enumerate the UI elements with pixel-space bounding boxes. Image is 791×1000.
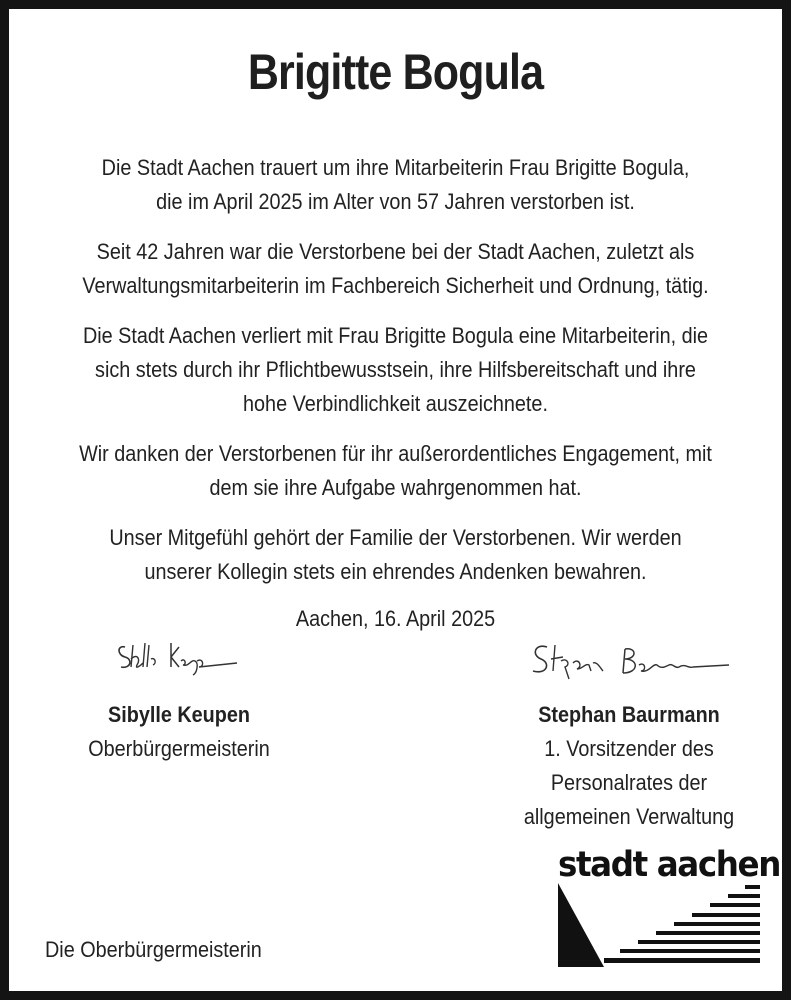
signer-role: Personalrates der: [550, 770, 708, 795]
signer-name: Stephan Baurmann: [538, 702, 720, 727]
text-line: hohe Verbindlichkeit auszeichnete.: [243, 391, 548, 416]
text-line: Unser Mitgefühl gehört der Familie der Verstorbenen. Wir werden: [109, 525, 682, 550]
paragraph-1: [66, 151, 726, 219]
text-line: dem sie ihre Aufgabe wahrgenommen hat.: [209, 475, 582, 500]
paragraph-4: [66, 437, 726, 505]
text-line: unserer Kollegin stets ein ehrendes Andenken bewahren.: [144, 559, 647, 584]
signer-name: Sibylle Keupen: [108, 702, 250, 727]
signer-left: [62, 698, 296, 766]
text-line: Die Stadt Aachen trauert um ihre Mitarbeiterin Frau Brigitte Bogula,: [101, 155, 690, 180]
text-line: Seit 42 Jahren war die Verstorbene bei der Stadt Aachen, zuletzt als: [96, 239, 695, 264]
footer-sender: Die Oberbürgermeisterin: [45, 937, 262, 962]
stadt-aachen-logo: [558, 845, 781, 967]
paragraph-2: [66, 235, 726, 303]
text-line: die im April 2025 im Alter von 57 Jahren verstorben ist.: [156, 189, 635, 214]
signer-role: Oberbürgermeisterin: [88, 736, 270, 761]
paragraph-5: [66, 521, 726, 589]
place-date: Aachen, 16. April 2025: [295, 606, 496, 631]
signature-baurmann-icon: [525, 639, 735, 683]
paragraph-3: [66, 319, 726, 421]
signer-right: [494, 698, 764, 834]
logo-wordmark: stadt aachen: [558, 845, 781, 885]
signature-keupen-icon: [113, 637, 243, 679]
text-line: Wir danken der Verstorbenen für ihr außerordentliches Engagement, mit: [79, 441, 712, 466]
signer-role: 1. Vorsitzender des: [544, 736, 714, 761]
text-line: sich stets durch ihr Pflichtbewusstsein, ihre Hilfsbereitschaft und ihre: [95, 357, 696, 382]
text-line: Die Stadt Aachen verliert mit Frau Brigitte Bogula eine Mitarbeiterin, die: [82, 323, 709, 348]
notice-title: Brigitte Bogula: [247, 44, 544, 100]
logo-stripes-icon: [558, 883, 760, 967]
text-line: Verwaltungsmitarbeiterin im Fachbereich Sicherheit und Ordnung, tätig.: [82, 273, 709, 298]
signer-role: allgemeinen Verwaltung: [523, 804, 735, 829]
